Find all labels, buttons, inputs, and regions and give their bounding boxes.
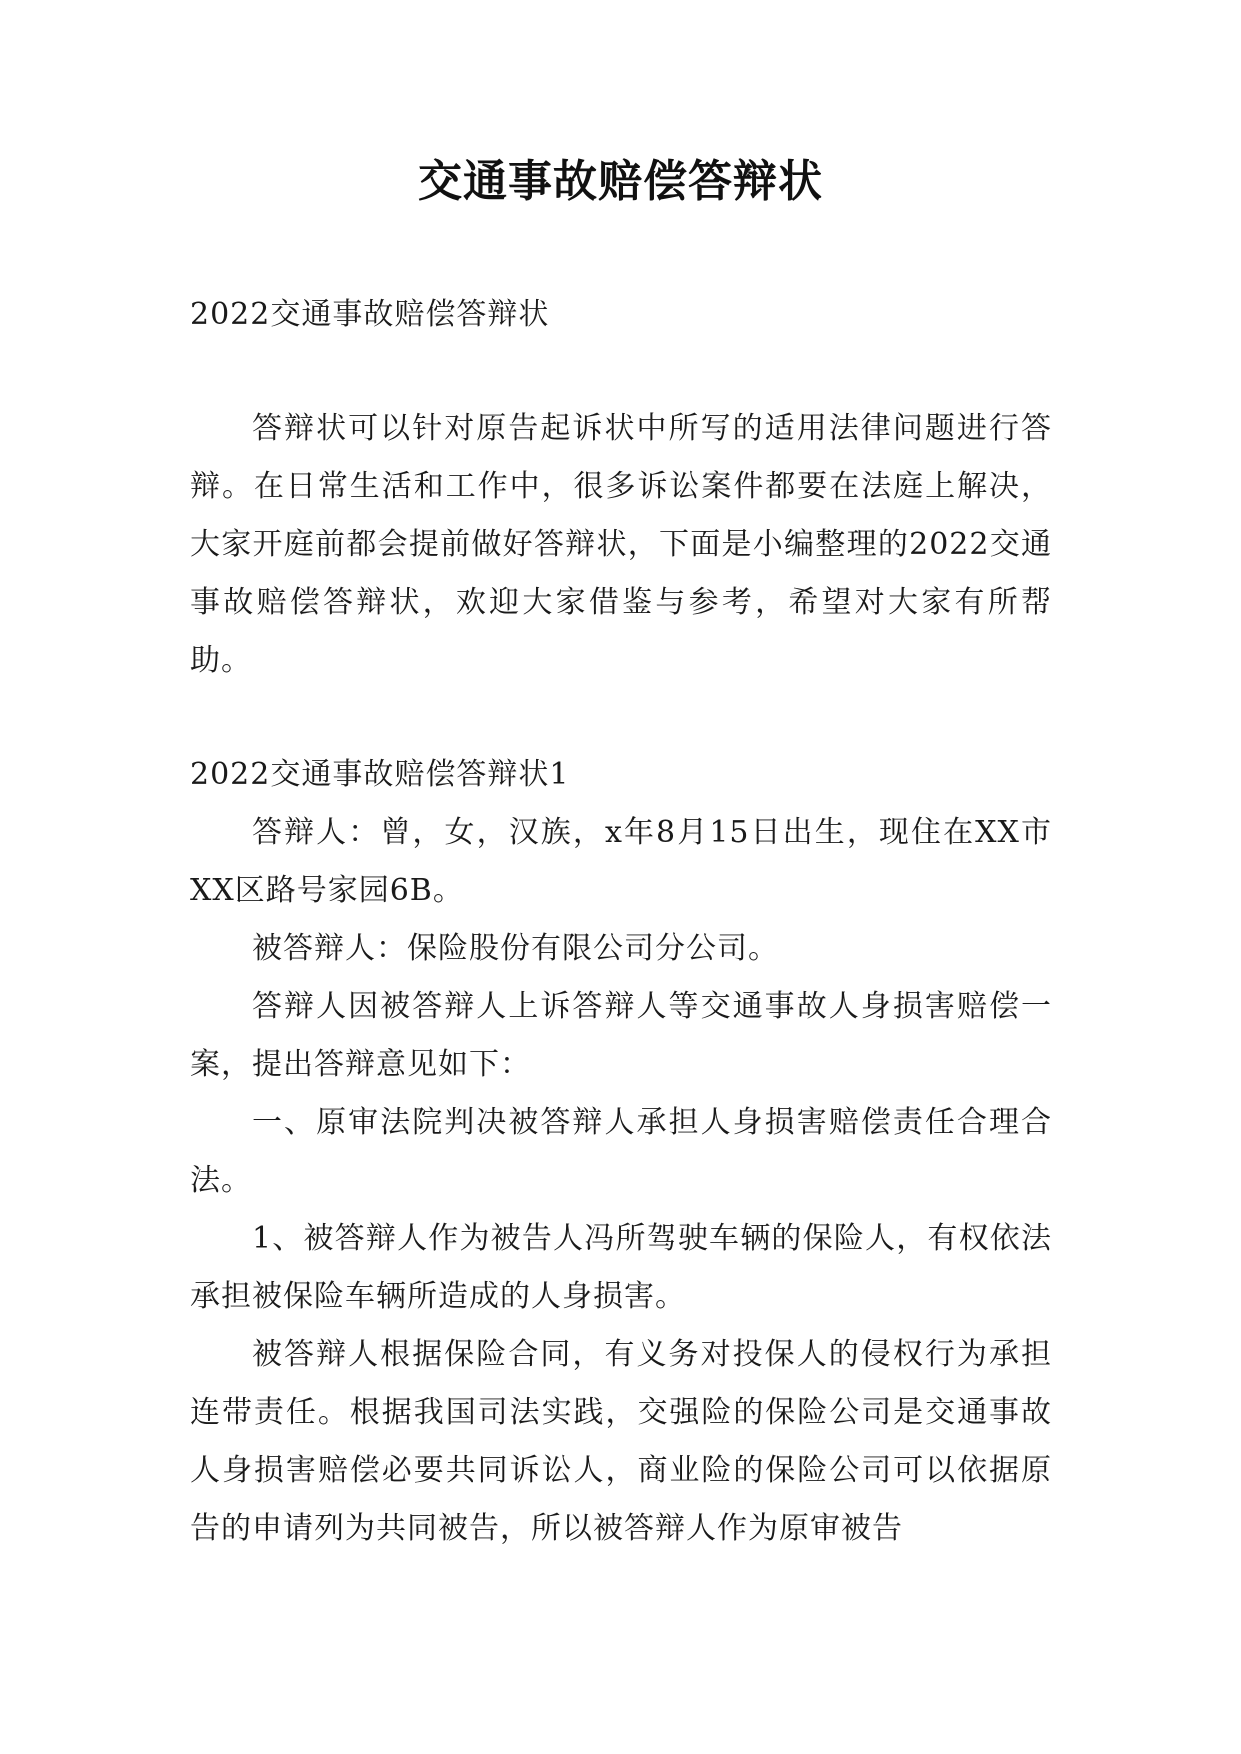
point-one-paragraph: 一、原审法院判决被答辩人承担人身损害赔偿责任合理合法。: [190, 1105, 1052, 1198]
page-title: 交通事故赔偿答辩状: [418, 156, 823, 207]
appellee-paragraph: 被答辩人：保险股份有限公司分公司。: [252, 931, 779, 966]
respondent-paragraph: 答辩人：曾，女，汉族，x年8月15日出生，现住在XX市XX区路号家园6B。: [190, 815, 1052, 908]
document-subtitle: 2022交通事故赔偿答辩状: [190, 297, 550, 332]
section-heading: 2022交通事故赔偿答辩状1: [190, 757, 570, 792]
point-one-sub-paragraph: 1、被答辩人作为被告人冯所驾驶车辆的保险人，有权依法承担被保险车辆所造成的人身损害。: [190, 1221, 1052, 1314]
insurance-paragraph: 被答辩人根据保险合同，有义务对投保人的侵权行为承担连带责任。根据我国司法实践，交强险的保险公司是交通事故人身损害赔偿必要共同诉讼人，商业险的保险公司可以依据原告的申请列为共同被告，所以被答辩人作为原审被告: [190, 1337, 1052, 1546]
intro-paragraph: 答辩状可以针对原告起诉状中所写的适用法律问题进行答辩。在日常生活和工作中，很多诉讼案件都要在法庭上解决，大家开庭前都会提前做好答辩状，下面是小编整理的2022交通事故赔偿答辩状，欢迎大家借鉴与参考，希望对大家有所帮助。: [190, 411, 1052, 678]
statement-paragraph: 答辩人因被答辩人上诉答辩人等交通事故人身损害赔偿一案，提出答辩意见如下：: [190, 989, 1052, 1082]
